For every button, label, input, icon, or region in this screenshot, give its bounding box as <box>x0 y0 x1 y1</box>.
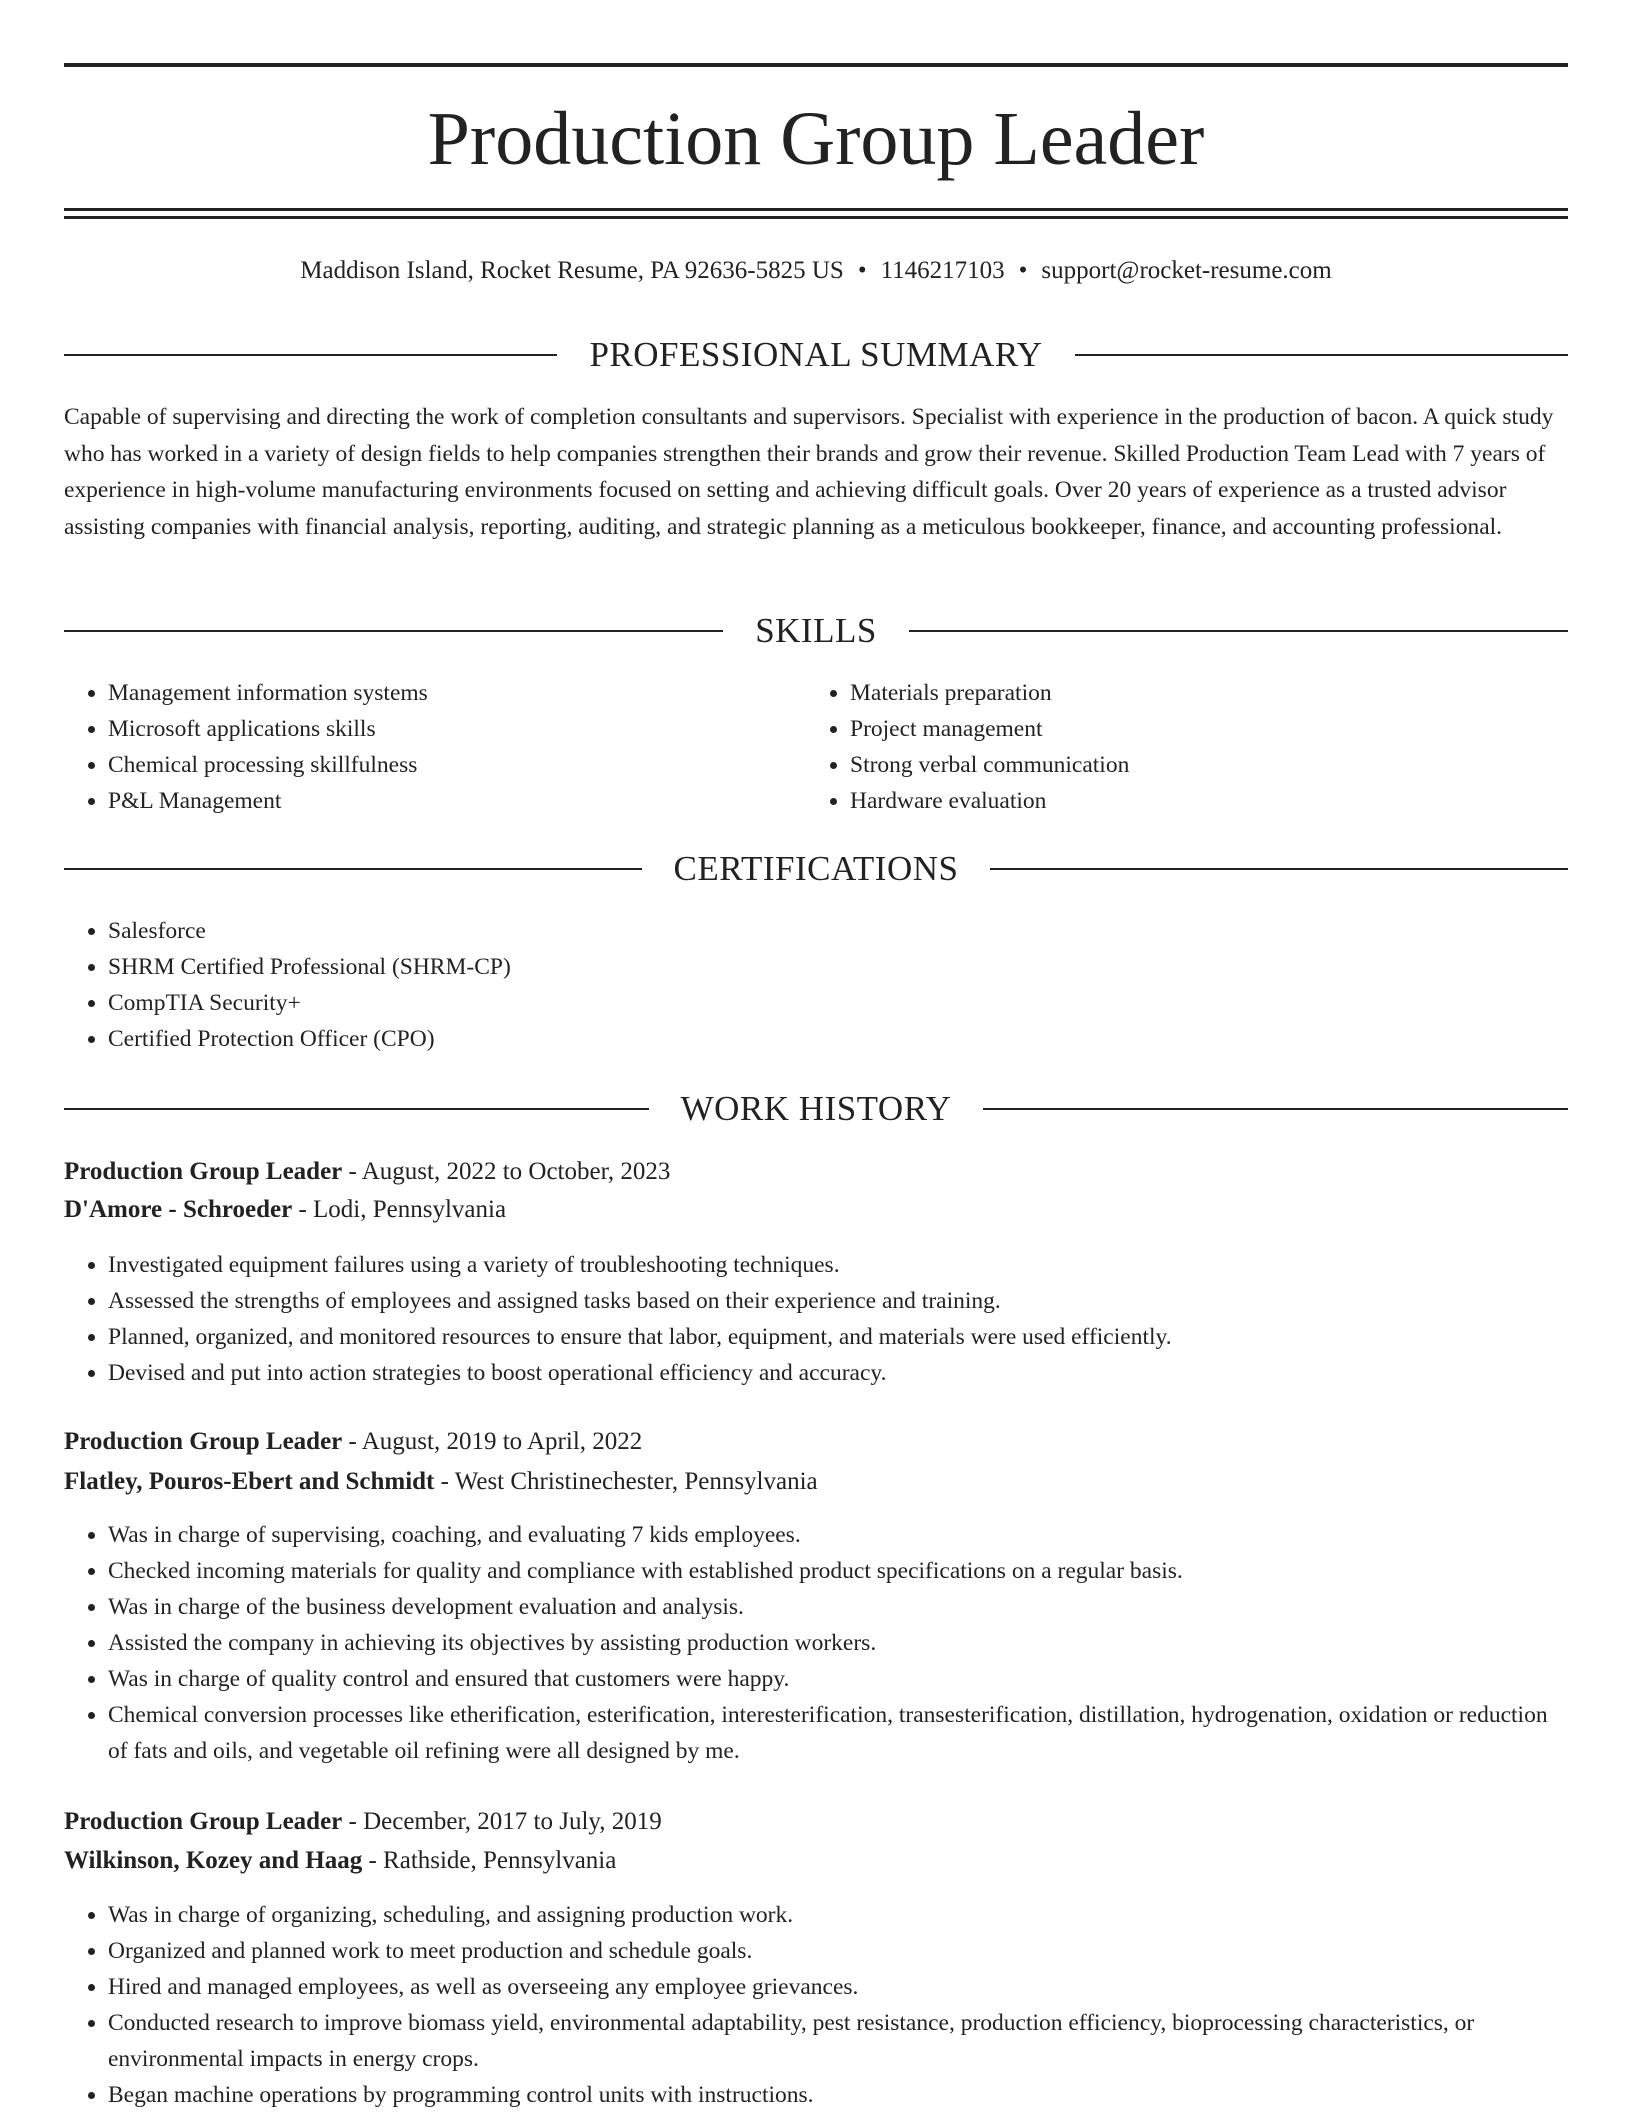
section-title: SKILLS <box>755 611 877 650</box>
job-bullet: • Began machine operations by programming control units with instructions. <box>108 2077 1568 2113</box>
skill-item: • Chemical processing skillfulness <box>108 747 808 783</box>
job-dates: - December, 2017 to July, 2019 <box>342 1808 662 1835</box>
job-title: Production Group Leader <box>64 1808 343 1835</box>
job-bullet: • Investigated equipment failures using a variety of troubleshooting techniques. <box>108 1247 1568 1283</box>
job-bullet: • Was in charge of quality control and ensured that customers were happy. <box>108 1661 1568 1697</box>
contact-email: support@rocket-resume.com <box>1041 257 1332 284</box>
job-dates: - August, 2022 to October, 2023 <box>342 1158 671 1185</box>
contact-phone: 1146217103 <box>880 257 1005 284</box>
certification-item: • Certified Protection Officer (CPO) <box>108 1021 1568 1057</box>
summary-section-heading <box>64 335 1568 375</box>
job-title-line <box>64 1806 1568 1838</box>
job-bullet: • Assisted the company in achieving its objectives by assisting production workers. <box>108 1625 1568 1661</box>
job-bullet: • Checked incoming materials for quality and compliance with established product specifications on a regular basis. <box>108 1553 1568 1589</box>
job-title: Production Group Leader <box>64 1158 343 1185</box>
job-company-line <box>64 1466 1568 1498</box>
work-history-section-heading <box>64 1089 1568 1129</box>
job-title: Production Group Leader <box>64 1428 343 1455</box>
job-company: Flatley, Pouros-Ebert and Schmidt <box>64 1468 435 1495</box>
section-title: WORK HISTORY <box>680 1089 952 1128</box>
section-title: PROFESSIONAL SUMMARY <box>589 335 1043 374</box>
heading-rule <box>1075 354 1568 356</box>
job-bullets <box>64 1897 1568 2113</box>
heading-rule <box>64 1108 649 1110</box>
summary-text: Capable of supervising and directing the work of completion consultants and supervisors. Specialist with experience in the production of bacon. A quick study who has worked in a variety of design fields to help companies strengthen their brands and grow their revenue. Skilled Production Team Lead with 7 years of experience in high-volume manufacturing environments focused on setting and achieving difficult goals. Over 20 years of experience as a trusted advisor assisting companies with financial analysis, reporting, auditing, and strategic planning as a meticulous bookkeeper, finance, and accounting professional. <box>64 404 1554 540</box>
job-company: Wilkinson, Kozey and Haag <box>64 1847 363 1874</box>
certification-item: • Salesforce <box>108 913 1568 949</box>
skill-item: • P&L Management <box>108 783 808 819</box>
job-bullet: • Hired and managed employees, as well as overseeing any employee grievances. <box>108 1969 1568 2005</box>
certifications-list <box>64 913 1568 1057</box>
job-company: D'Amore - Schroeder <box>64 1196 293 1223</box>
title-rule-lower <box>64 216 1568 219</box>
contact-separator: • <box>1018 257 1028 284</box>
contact-separator: • <box>857 257 867 284</box>
heading-rule <box>909 630 1568 632</box>
job-bullets <box>64 1517 1568 1769</box>
job-bullet: • Devised and put into action strategies to boost operational efficiency and accuracy. <box>108 1355 1568 1391</box>
certification-item: • CompTIA Security+ <box>108 985 1568 1021</box>
job-bullets <box>64 1247 1568 1391</box>
job-bullet: • Was in charge of supervising, coaching, and evaluating 7 kids employees. <box>108 1517 1568 1553</box>
skill-item: • Materials preparation <box>850 675 1550 711</box>
job-company-line <box>64 1845 1568 1877</box>
skill-item: • Management information systems <box>108 675 808 711</box>
section-title: CERTIFICATIONS <box>673 849 959 888</box>
heading-rule <box>64 630 723 632</box>
job-title-line <box>64 1426 1568 1458</box>
heading-rule <box>990 868 1568 870</box>
job-bullet: • Organized and planned work to meet production and schedule goals. <box>108 1933 1568 1969</box>
job-title-line <box>64 1156 1568 1188</box>
page-title: Production Group Leader <box>427 97 1205 181</box>
title-rule-upper <box>64 208 1568 211</box>
certification-item: • SHRM Certified Professional (SHRM-CP) <box>108 949 1568 985</box>
skill-item: • Strong verbal communication <box>850 747 1550 783</box>
job-location: - West Christinechester, Pennsylvania <box>434 1468 818 1495</box>
skills-list-left <box>64 675 808 819</box>
skill-item: • Project management <box>850 711 1550 747</box>
job-bullet: • Assessed the strengths of employees and assigned tasks based on their experience and training. <box>108 1283 1568 1319</box>
job-location: - Lodi, Pennsylvania <box>292 1196 507 1223</box>
contact-address: Maddison Island, Rocket Resume, PA 92636-5825 US <box>300 257 844 284</box>
heading-rule <box>64 868 642 870</box>
skill-item: • Hardware evaluation <box>850 783 1550 819</box>
skills-list-right <box>806 675 1550 819</box>
contact-line <box>64 255 1568 287</box>
job-bullet: • Was in charge of the business development evaluation and analysis. <box>108 1589 1568 1625</box>
job-location: - Rathside, Pennsylvania <box>362 1847 617 1874</box>
certifications-section-heading <box>64 849 1568 889</box>
skills-section-heading <box>64 611 1568 651</box>
job-bullet: • Conducted research to improve biomass yield, environmental adaptability, pest resistance, production efficiency, bioprocessing characteristics, or environmental impacts in energy crops. <box>108 2005 1568 2077</box>
heading-rule <box>983 1108 1568 1110</box>
job-bullet: • Chemical conversion processes like etherification, esterification, interesterification, transesterification, distillation, hydrogenation, oxidation or reduction of fats and oils, and vegetable oil refining were all designed by me. <box>108 1697 1568 1769</box>
top-rule <box>64 63 1568 67</box>
job-bullet: • Was in charge of organizing, scheduling, and assigning production work. <box>108 1897 1568 1933</box>
skill-item: • Microsoft applications skills <box>108 711 808 747</box>
job-bullet: • Planned, organized, and monitored resources to ensure that labor, equipment, and materials were used efficiently. <box>108 1319 1568 1355</box>
job-company-line <box>64 1194 1568 1226</box>
job-dates: - August, 2019 to April, 2022 <box>342 1428 643 1455</box>
heading-rule <box>64 354 557 356</box>
